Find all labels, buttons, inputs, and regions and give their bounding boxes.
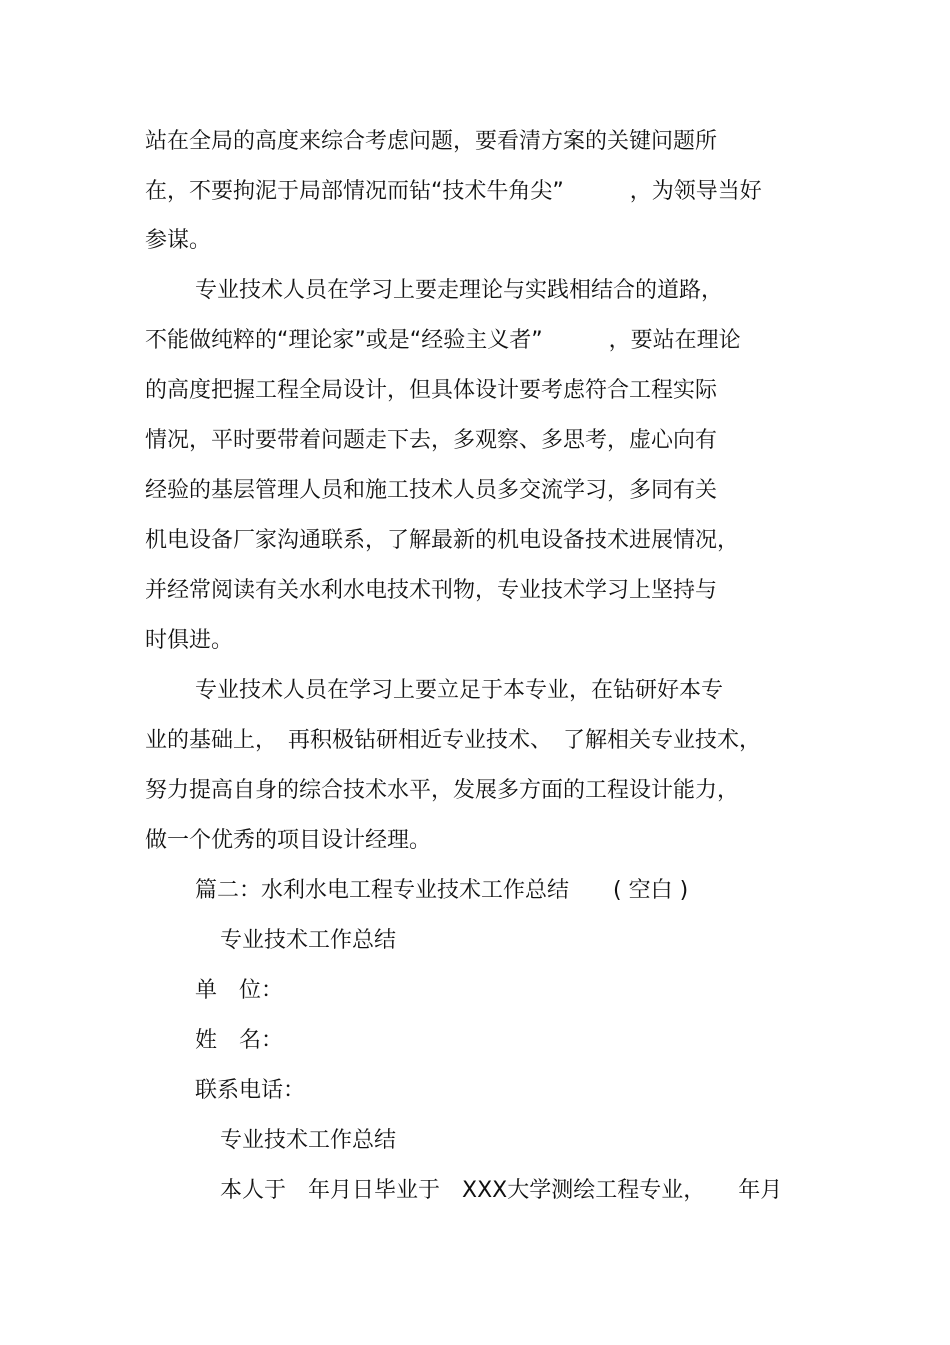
form-label-unit: 单 位： [195, 978, 284, 1003]
paragraph-line: 业的基础上， 再积极钻研相近专业技术、 了解相关专业技术， [145, 728, 762, 753]
form-label-phone: 联系电话： [195, 1078, 306, 1103]
paragraph-line: 经验的基层管理人员和施工技术人员多交流学习，多同有关 [145, 478, 718, 503]
paragraph-line: 机电设备厂家沟通联系，了解最新的机电设备技术进展情况， [145, 528, 740, 553]
paragraph-line: 并经常阅读有关水利水电技术刊物，专业技术学习上坚持与 [145, 578, 718, 603]
paragraph-line: 专业技术人员在学习上要立足于本专业，在钻研好本专 [195, 678, 724, 703]
form-label-name: 姓 名： [195, 1028, 284, 1053]
paragraph-line: 站在全局的高度来综合考虑问题，要看清方案的关键问题所 [145, 129, 718, 154]
paragraph-line: 做一个优秀的项目设计经理。 [145, 828, 432, 853]
paragraph-line: 努力提高自身的综合技术水平，发展多方面的工程设计能力， [145, 778, 740, 803]
paragraph-line: 的高度把握工程全局设计，但具体设计要考虑符合工程实际 [145, 378, 718, 403]
section-heading: 篇二：水利水电工程专业技术工作总结 ( 空白 ) [195, 878, 689, 903]
paragraph-line: 不能做纯粹的“理论家”或是“经验主义者” ，要站在理论 [145, 328, 741, 353]
paragraph-line: 在，不要拘泥于局部情况而钻“技术牛角尖” ，为领导当好 [145, 179, 762, 204]
subheading: 专业技术工作总结 [220, 1128, 397, 1153]
paragraph-line: 时俱进。 [145, 628, 234, 653]
paragraph-line: 情况，平时要带着问题走下去，多观察、多思考，虚心向有 [145, 428, 718, 453]
paragraph-line: 参谋。 [145, 228, 212, 253]
subheading: 专业技术工作总结 [220, 928, 397, 953]
paragraph-line: 本人于 年月日毕业于 XXX大学测绘工程专业， 年月 [220, 1178, 783, 1203]
paragraph-line: 专业技术人员在学习上要走理论与实践相结合的道路， [195, 278, 724, 303]
